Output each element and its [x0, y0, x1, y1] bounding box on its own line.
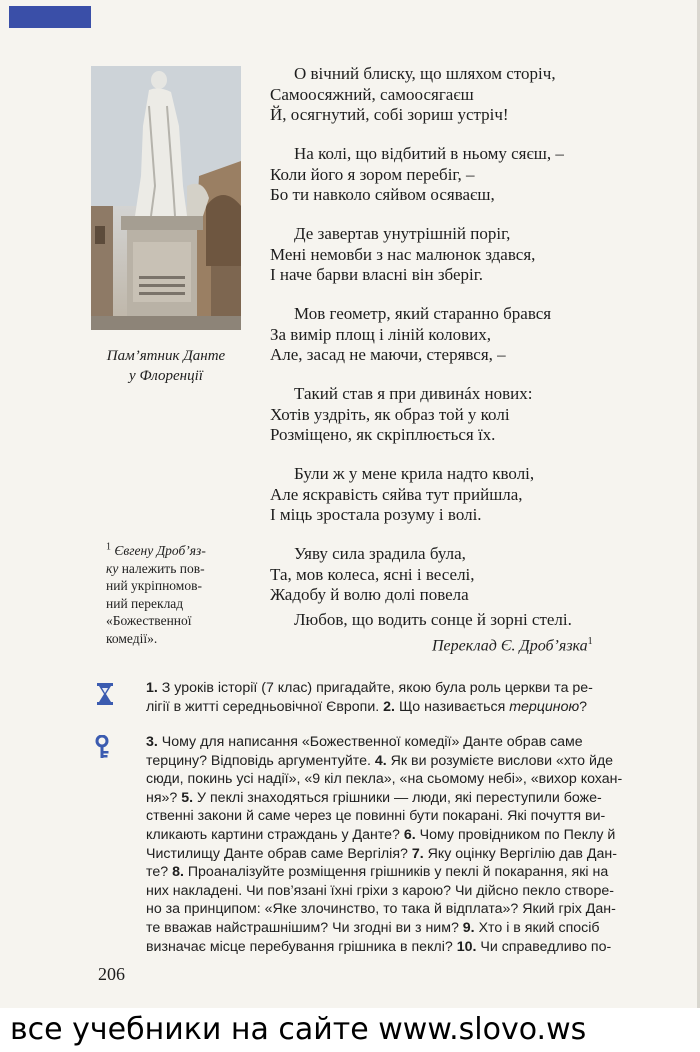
question-text: визначає місце перебування грішника в пеклі?	[146, 938, 457, 955]
hourglass-icon	[96, 683, 114, 705]
question-text: ственні закони й саме через це повинні бути покарані. Які почуття ви-	[146, 808, 606, 825]
question-line	[146, 752, 666, 771]
question-text: У пеклі знаходяться грішники — люди, які переступили боже-	[193, 789, 602, 806]
question-text: ня»?	[146, 789, 182, 806]
poem-final-line: Любов, що водить сонце й зорні стелі.	[294, 610, 572, 629]
dante-monument-photo	[91, 66, 241, 330]
question-text: ?	[579, 698, 588, 715]
question-text: З уроків історії (7 клас) пригадайте, якою була роль церкви та ре-	[157, 680, 593, 696]
question-text: но за принципом: «Яке злочинство, то така й відплата»? Який гріх Дан-	[146, 901, 616, 918]
question-text: Як ви розумієте вислови «хто йде	[386, 752, 614, 769]
footnote-name: Євгену Дроб’яз-	[114, 543, 206, 558]
footnote: $^1$ Євгену Дроб’яз- ку належить пов- ний укріпномов- ний переклад «Божественної комедії».	[106, 541, 206, 646]
question-text: Проаналізуйте розміщення грішників у пеклі й покарання, які на	[183, 864, 609, 881]
poem	[270, 64, 650, 624]
stanza: Такий став я при дивинáх нових: Хотів уздріть, як образ той у колі Розміщено, як скріплюється їх.	[270, 384, 533, 444]
question-text: Чи справедливо по-	[476, 938, 612, 955]
photo-caption: Пам’ятник Данте у Флоренції	[106, 348, 226, 384]
question-number: 6.	[403, 826, 416, 843]
stanza: На колі, що відбитий в ньому сяєш, – Коли його я зором перебіг, – Бо ти навколо сяйвом осяваєш,	[270, 144, 564, 204]
question-text: терциною	[509, 698, 580, 715]
question-text: кликають картини страждань у Данте?	[146, 826, 404, 843]
question-number: 5.	[181, 789, 194, 806]
question-text: Чому для написання «Божественної комедії» Данте обрав саме	[157, 734, 583, 750]
page-number: 206	[98, 964, 125, 984]
question-line	[146, 900, 666, 919]
question-line	[146, 863, 666, 882]
question-number: 2.	[383, 698, 396, 715]
key-icon	[94, 735, 112, 757]
stanza: Уяву сила зрадила була, Та, мов колеса, ясні і веселі, Жадобу й волю долі повела	[270, 544, 475, 604]
question-text: Хто і в який спосіб	[474, 919, 600, 936]
question-line	[146, 845, 666, 864]
question-text: те вважав найстрашнішим? Чи згодні ви з ним?	[146, 919, 463, 936]
question-number: 8.	[172, 864, 184, 881]
question-line	[146, 770, 666, 789]
question-line	[146, 698, 666, 717]
question-text: Чистилищу Данте обрав саме Вергілія?	[146, 845, 412, 862]
question-line	[146, 789, 666, 808]
question-number: 1.	[146, 680, 158, 696]
question-number: 10.	[456, 938, 477, 955]
question-number: 3.	[146, 734, 158, 750]
question-text: Чому провідником по Пеклу й	[415, 826, 616, 843]
questions-block-1	[146, 679, 666, 716]
question-text: сюди, покинь усі надії», «9 кіл пекла», «на сьомому небі», «вихор кохан-	[146, 771, 623, 788]
question-line	[146, 807, 666, 826]
question-text: терцину? Відповідь аргументуйте.	[146, 752, 375, 769]
question-number: 9.	[462, 919, 475, 936]
questions-block-2	[146, 733, 666, 956]
question-line	[146, 679, 666, 698]
question-text: лігії в житті середньовічної Європи.	[146, 698, 384, 715]
stanza: Мов геометр, який старанно брався За вимір площ і ліній колових, Але, засад не маючи, стерявся, –	[270, 304, 552, 364]
question-text: Яку оцінку Вергілію дав Дан-	[423, 845, 617, 862]
question-text: них накладені. Чи пов’язані їхні гріхи з карою? Чи дійсно пекло створе-	[146, 882, 614, 899]
question-line	[146, 919, 666, 938]
question-line	[146, 826, 666, 845]
stanza: Були ж у мене крила надто кволі, Але яскравість сяйва тут прийшла, І міць зростала розуму і волі.	[270, 464, 535, 524]
question-line	[146, 733, 666, 752]
footer-watermark-banner: все учебники на сайте www.slovo.ws	[0, 1008, 700, 1052]
question-number: 7.	[411, 845, 424, 862]
question-line	[146, 882, 666, 901]
question-line	[146, 938, 666, 957]
footnote-mark: 1	[106, 541, 111, 553]
stanza: О вічний блиску, що шляхом сторіч, Самоосяжний, самоосягаєш Й, осягнутий, собі зориш устріч!	[270, 64, 556, 124]
corner-tab	[9, 6, 91, 28]
translation-credit: Переклад Є. Дроб’язка$^1$	[432, 636, 593, 655]
question-number: 4.	[374, 752, 387, 769]
question-text: Що називається	[395, 698, 510, 715]
stanza: Де завертав унутрішній поріг, Мені немовби з нас малюнок здався, І наче барви власні він зберіг.	[270, 224, 536, 284]
question-text: те?	[146, 864, 173, 881]
